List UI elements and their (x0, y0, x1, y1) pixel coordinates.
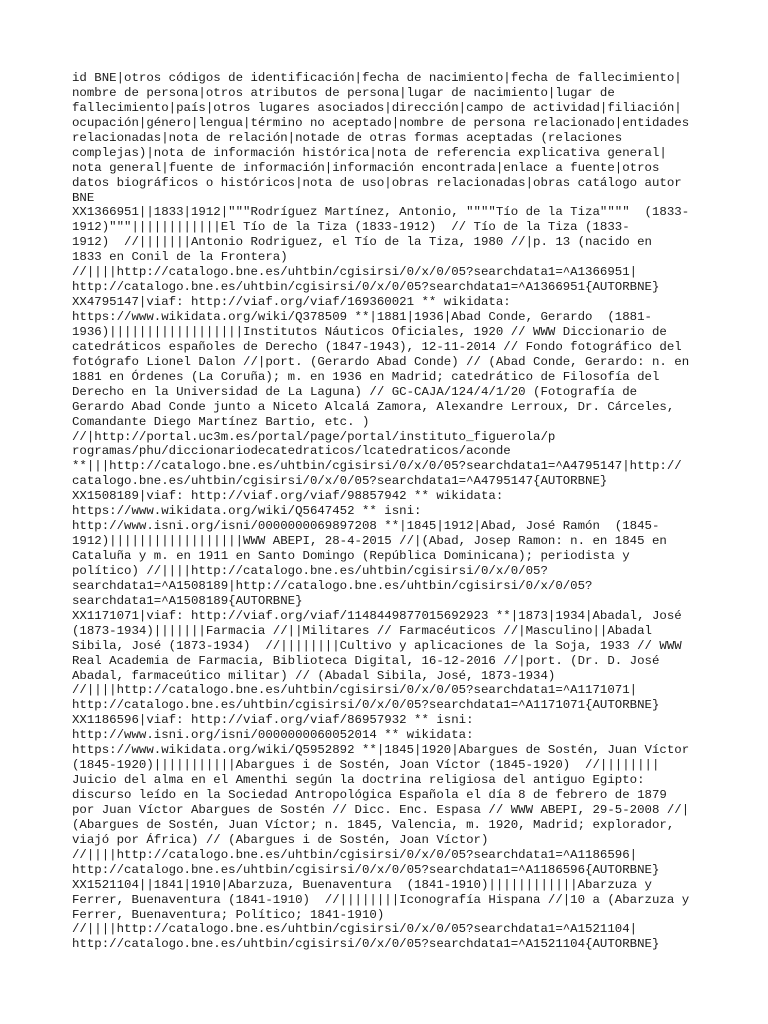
text-line: Comandante Diego Martínez Bartio, etc. ) (72, 414, 370, 429)
text-line: //||||http://catalogo.bne.es/uhtbin/cgisirsi/0/x/0/05?searchdata1=^A1171071| (72, 683, 638, 698)
text-line: Abadal, farmaceútico militar) // (Abadal Sibila, José, 1873-1934) (72, 668, 556, 683)
text-line: Real Academia de Farmacia, Biblioteca Digital, 16-12-2016 //|port. (Dr. D. José (72, 653, 660, 668)
text-line: XX1366951||1833|1912|"""Rodríguez Martínez, Antonio, """"Tío de la Tiza"""" (1833- (72, 205, 690, 220)
text-line: XX1521104||1841|1910|Abarzuza, Buenaventura (1841-1910)||||||||||||Abarzuza y (72, 877, 652, 892)
text-line: http://www.isni.org/isni/0000000060052014 ** wikidata: (72, 728, 474, 743)
text-line: 1833 en Conil de la Frontera) (72, 250, 288, 265)
text-line: nombre de persona|otros atributos de persona|lugar de nacimiento|lugar de (72, 85, 615, 100)
text-line: //||||http://catalogo.bne.es/uhtbin/cgisirsi/0/x/0/05?searchdata1=^A1366951| (72, 265, 638, 280)
text-line: //||||http://catalogo.bne.es/uhtbin/cgisirsi/0/x/0/05?searchdata1=^A1186596| (72, 847, 638, 862)
text-line: 1912)"""||||||||||||El Tío de la Tiza (1833-1912) // Tío de la Tiza (1833- (72, 220, 630, 235)
text-line: Juicio del alma en el Amenthi según la doctrina religiosa del antiguo Egipto: (72, 773, 645, 788)
text-line: fotógrafo Lionel Dalon //|port. (Gerardo Abad Conde) // (Abad Conde, Gerardo: n. en (72, 354, 690, 369)
text-line: id BNE|otros códigos de identificación|fecha de nacimiento|fecha de fallecimiento| (72, 71, 682, 85)
text-line: //||||http://catalogo.bne.es/uhtbin/cgisirsi/0/x/0/05?searchdata1=^A1521104| (72, 922, 638, 937)
text-line: relacionadas|nota de relación|notade de otras formas aceptadas (relaciones (72, 130, 623, 145)
text-line: XX1171071|viaf: http://viaf.org/viaf/1148449877015692923 **|1873|1934|Abadal, José (72, 608, 682, 623)
text-line: Cataluña y m. en 1911 en Santo Domingo (República Dominicana); periodista y (72, 549, 630, 563)
text-line: catedráticos españoles de Derecho (1847-1943), 12-11-2014 // Fondo fotográfico del (72, 339, 682, 354)
text-line: XX1508189|viaf: http://viaf.org/viaf/98857942 ** wikidata: (72, 489, 504, 504)
text-line: por Juan Víctor Abargues de Sostén // Dicc. Enc. Espasa // WWW ABEPI, 29-5-2008 //| (72, 802, 690, 817)
text-line: 1912) //|||||||Antonio Rodriguez, el Tío de la Tiza, 1980 //|p. 13 (nacido en (72, 235, 652, 250)
text-line: fallecimiento|país|otros lugares asociados|dirección|campo de actividad|filiación| (72, 100, 682, 115)
text-line: Derecho en la Universidad de La Laguna) // GC-CAJA/124/4/1/20 (Fotografía de (72, 384, 638, 399)
text-line: //|http://portal.uc3m.es/portal/page/portal/instituto_figuerola/p (72, 429, 556, 444)
document-page (72, 71, 696, 952)
text-line: https://www.wikidata.org/wiki/Q5647452 ** isni: (72, 504, 422, 519)
text-line: http://catalogo.bne.es/uhtbin/cgisirsi/0/x/0/05?searchdata1=^A1521104{AUTORBNE} (72, 937, 660, 952)
text-line: searchdata1=^A1508189|http://catalogo.bne.es/uhtbin/cgisirsi/0/x/0/05? (72, 578, 593, 593)
text-line: complejas)|nota de información histórica|nota de referencia explicativa general| (72, 145, 667, 160)
text-line: **|||http://catalogo.bne.es/uhtbin/cgisirsi/0/x/0/05?searchdata1=^A4795147|http:// (72, 459, 682, 474)
text-line: (1873-1934)|||||||Farmacia //||Militares // Farmacéuticos //|Masculino||Abadal (72, 623, 652, 638)
text-line: http://catalogo.bne.es/uhtbin/cgisirsi/0/x/0/05?searchdata1=^A1171071{AUTORBNE} (72, 698, 660, 713)
text-line: searchdata1=^A1508189{AUTORBNE} (72, 593, 303, 608)
text-line: rogramas/phu/diccionariodecatedraticos/lcatedraticos/aconde (72, 444, 511, 459)
text-line: Gerardo Abad Conde junto a Niceto Alcalá Zamora, Alexandre Lerroux, Dr. Cárceles, (72, 399, 675, 414)
text-line: Sibila, José (1873-1934) //||||||||Cultivo y aplicaciones de la Soja, 1933 // WWW (72, 638, 682, 653)
text-line: nota general|fuente de información|información encontrada|enlace a fuente|otros (72, 160, 660, 175)
text-line: (1845-1920)|||||||||||Abargues i de Sostén, Joan Víctor (1845-1920) //|||||||| (72, 758, 660, 773)
text-line: Ferrer, Buenaventura; Político; 1841-1910) (72, 907, 385, 922)
text-line: 1881 en Órdenes (La Coruña); m. en 1936 en Madrid; catedrático de Filosofía del (72, 369, 660, 384)
text-line: https://www.wikidata.org/wiki/Q5952892 **|1845|1920|Abargues de Sostén, Juan Víctor (72, 743, 690, 758)
text-line: 1912)||||||||||||||||||WWW ABEPI, 28-4-2015 //|(Abad, Josep Ramon: n. en 1845 en (72, 534, 667, 549)
text-line: Ferrer, Buenaventura (1841-1910) //||||||||Iconografía Hispana //|10 a (Abarzuza y (72, 892, 690, 907)
text-line: discurso leído en la Sociedad Antropológica Española el día 8 de febrero de 1879 (72, 788, 667, 802)
text-line: XX1186596|viaf: http://viaf.org/viaf/86957932 ** isni: (72, 713, 474, 728)
text-line: catalogo.bne.es/uhtbin/cgisirsi/0/x/0/05?searchdata1=^A4795147{AUTORBNE} (72, 474, 608, 489)
text-line: ocupación|género|lengua|término no aceptado|nombre de persona relacionado|entidades (72, 115, 690, 130)
text-line: político) //||||http://catalogo.bne.es/uhtbin/cgisirsi/0/x/0/05? (72, 563, 548, 578)
text-line: https://www.wikidata.org/wiki/Q378509 **|1881|1936|Abad Conde, Gerardo (1881- (72, 310, 652, 324)
text-line: http://www.isni.org/isni/0000000069897208 **|1845|1912|Abad, José Ramón (1845- (72, 519, 660, 534)
text-line: datos biográficos o históricos|nota de uso|obras relacionadas|obras catálogo autor (72, 175, 682, 190)
text-line: http://catalogo.bne.es/uhtbin/cgisirsi/0/x/0/05?searchdata1=^A1366951{AUTORBNE} (72, 280, 660, 295)
text-line: (Abargues de Sostén, Juan Víctor; n. 1845, Valencia, m. 1920, Madrid; explorador, (72, 817, 675, 832)
text-line: XX4795147|viaf: http://viaf.org/viaf/169360021 ** wikidata: (72, 295, 511, 310)
text-line: BNE (72, 190, 95, 205)
text-line: http://catalogo.bne.es/uhtbin/cgisirsi/0/x/0/05?searchdata1=^A1186596{AUTORBNE} (72, 862, 660, 877)
text-line: 1936)||||||||||||||||||Institutos Náuticos Oficiales, 1920 // WWW Diccionario de (72, 324, 667, 339)
text-line: viajó por África) // (Abargues i de Sostén, Joan Víctor) (72, 832, 489, 847)
